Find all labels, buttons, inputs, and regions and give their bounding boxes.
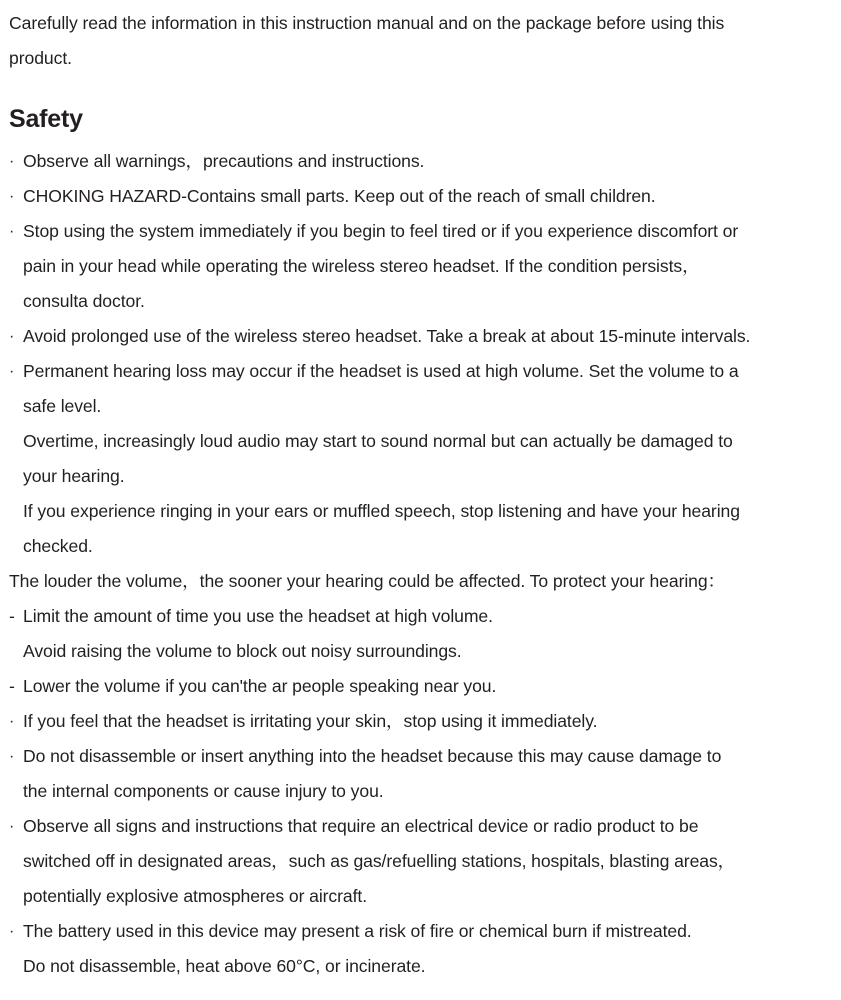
intro-line: Carefully read the information in this instruction manual and on the package before using this bbox=[9, 13, 725, 33]
list-item-line: potentially explosive atmospheres or aircraft. bbox=[23, 886, 367, 906]
list-item bbox=[9, 704, 833, 739]
bullet-dot-icon: · bbox=[9, 223, 15, 240]
list-item bbox=[9, 214, 833, 319]
list-item-line: Permanent hearing loss may occur if the headset is used at high volume. Set the volume to a bbox=[23, 361, 739, 381]
bullet-dot-icon: · bbox=[9, 188, 15, 205]
list-item-line: the internal components or cause injury to you. bbox=[23, 781, 384, 801]
list-item-line: Overtime, increasingly loud audio may start to sound normal but can actually be damaged to bbox=[23, 431, 733, 451]
safety-list bbox=[9, 144, 833, 984]
list-item-line: Avoid raising the volume to block out noisy surroundings. bbox=[23, 641, 462, 661]
intro-paragraph bbox=[9, 0, 833, 76]
bullet-dot-icon: · bbox=[9, 363, 15, 380]
list-item-line: Do not disassemble, heat above 60°C, or incinerate. bbox=[23, 956, 426, 976]
list-item bbox=[9, 179, 833, 214]
list-item bbox=[9, 739, 833, 809]
list-item-line: The louder the volume，the sooner your hearing could be affected. To protect your hearing： bbox=[9, 571, 726, 591]
list-item-line: If you experience ringing in your ears or muffled speech, stop listening and have your hearing bbox=[23, 501, 740, 521]
list-item-line: pain in your head while operating the wireless stereo headset. If the condition persists， bbox=[23, 256, 700, 276]
bullet-dash-icon: - bbox=[9, 676, 15, 696]
list-item bbox=[9, 319, 833, 354]
list-item-line: Lower the volume if you can'the ar people speaking near you. bbox=[23, 676, 497, 696]
list-item-flush-note bbox=[9, 564, 833, 599]
list-item bbox=[9, 914, 833, 984]
bullet-dot-icon: · bbox=[9, 923, 15, 940]
list-item-line: your hearing. bbox=[23, 466, 125, 486]
list-item bbox=[9, 809, 833, 914]
list-item bbox=[9, 144, 833, 179]
intro-line: product. bbox=[9, 48, 72, 68]
list-item-line: CHOKING HAZARD-Contains small parts. Keep out of the reach of small children. bbox=[23, 186, 656, 206]
list-item-line: Avoid prolonged use of the wireless stereo headset. Take a break at about 15-minute intervals. bbox=[23, 326, 751, 346]
list-item-line: consulta doctor. bbox=[23, 291, 145, 311]
bullet-dot-icon: · bbox=[9, 153, 15, 170]
bullet-dot-icon: · bbox=[9, 818, 15, 835]
list-item bbox=[9, 669, 833, 704]
bullet-dash-icon: - bbox=[9, 606, 15, 626]
section-heading-safety: Safety bbox=[9, 105, 83, 133]
bullet-dot-icon: · bbox=[9, 748, 15, 765]
list-item-line: The battery used in this device may present a risk of fire or chemical burn if mistreated. bbox=[23, 921, 692, 941]
list-item-line: Do not disassemble or insert anything into the headset because this may cause damage to bbox=[23, 746, 722, 766]
bullet-dot-icon: · bbox=[9, 328, 15, 345]
list-item-line: Observe all signs and instructions that require an electrical device or radio product to be bbox=[23, 816, 699, 836]
list-item bbox=[9, 354, 833, 564]
list-item-line: safe level. bbox=[23, 396, 102, 416]
list-item bbox=[9, 599, 833, 669]
bullet-dot-icon: · bbox=[9, 713, 15, 730]
list-item-line: Observe all warnings，precautions and instructions. bbox=[23, 151, 425, 171]
list-item-line: If you feel that the headset is irritating your skin，stop using it immediately. bbox=[23, 711, 598, 731]
list-item-line: switched off in designated areas，such as gas/refuelling stations, hospitals, blasting areas， bbox=[23, 851, 736, 871]
list-item-line: Stop using the system immediately if you begin to feel tired or if you experience discomfort or bbox=[23, 221, 739, 241]
list-item-line: checked. bbox=[23, 536, 93, 556]
list-item-line: Limit the amount of time you use the headset at high volume. bbox=[23, 606, 493, 626]
